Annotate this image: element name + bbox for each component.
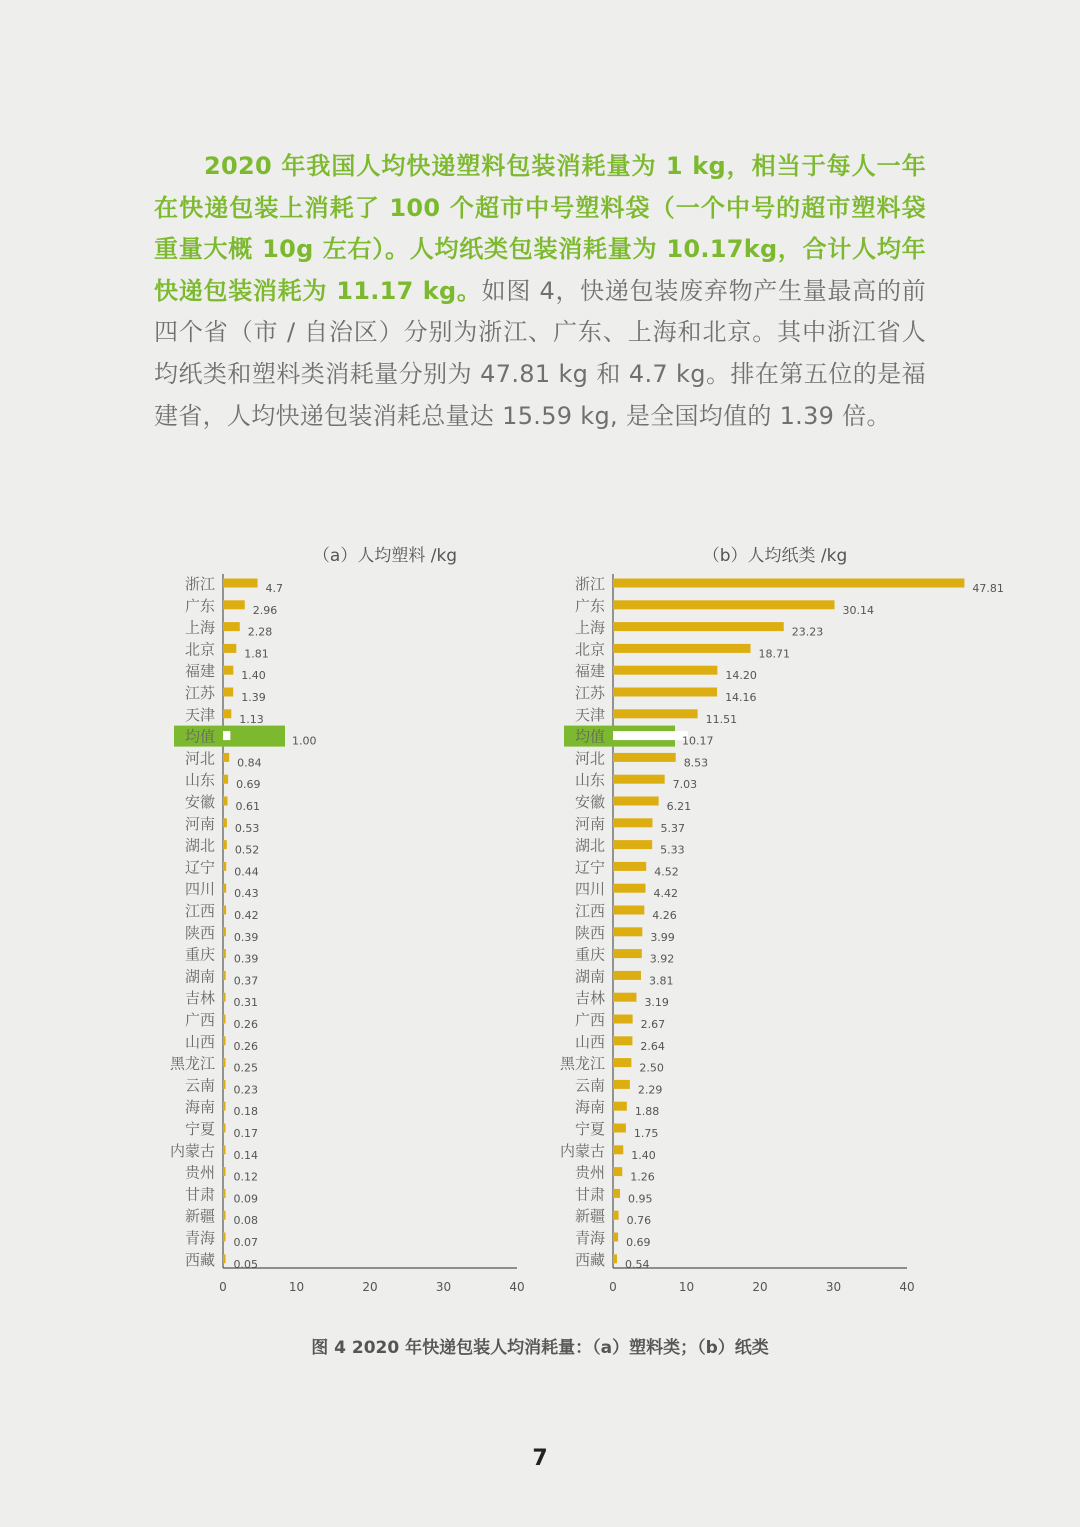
bar xyxy=(613,644,751,653)
category-label: 山东 xyxy=(184,771,215,790)
value-label: 2.67 xyxy=(640,1018,666,1031)
category-label: 江西 xyxy=(574,902,605,920)
bar xyxy=(223,1080,226,1089)
category-label: 甘肃 xyxy=(574,1185,605,1204)
category-label: 云南 xyxy=(574,1076,605,1095)
value-label: 1.75 xyxy=(633,1127,659,1140)
category-label: 均值 xyxy=(184,727,215,746)
category-label: 广东 xyxy=(574,596,605,615)
value-label: 0.95 xyxy=(627,1192,653,1206)
category-label: 宁夏 xyxy=(184,1120,215,1138)
value-label: 4.26 xyxy=(652,909,677,922)
value-label: 47.81 xyxy=(972,582,1004,595)
category-label: 海南 xyxy=(574,1098,605,1117)
bar xyxy=(223,840,227,849)
bar xyxy=(223,1058,226,1067)
category-label: 上海 xyxy=(574,618,605,637)
value-label: 0.26 xyxy=(233,1018,258,1031)
bar xyxy=(613,1189,620,1198)
value-label: 1.26 xyxy=(630,1170,655,1184)
category-label: 海南 xyxy=(184,1098,215,1117)
value-label: 3.99 xyxy=(650,930,675,944)
value-label: 0.43 xyxy=(234,887,259,901)
value-label: 0.18 xyxy=(233,1105,258,1119)
category-label: 新疆 xyxy=(574,1207,605,1226)
value-label: 2.64 xyxy=(640,1039,665,1053)
bar xyxy=(223,1036,226,1045)
category-label: 江西 xyxy=(184,902,215,920)
bar xyxy=(223,622,240,631)
category-label: 湖南 xyxy=(574,967,605,986)
bar xyxy=(613,1233,618,1242)
category-label: 重庆 xyxy=(574,945,605,964)
category-label: 四川 xyxy=(574,880,605,899)
category-label: 黑龙江 xyxy=(169,1054,215,1073)
value-label: 4.42 xyxy=(653,887,678,901)
value-label: 14.20 xyxy=(725,669,757,683)
chart-title: （a）人均塑料 /kg xyxy=(312,546,458,566)
bar xyxy=(223,884,226,893)
bar xyxy=(613,927,642,936)
value-label: 0.39 xyxy=(233,952,259,966)
bar xyxy=(223,1233,226,1242)
bar xyxy=(613,579,964,588)
x-tick-label: 10 xyxy=(288,1280,305,1294)
bar xyxy=(223,753,229,762)
value-label: 0.08 xyxy=(233,1214,258,1228)
category-label: 四川 xyxy=(184,880,215,899)
category-label: 均值 xyxy=(574,727,605,746)
value-label: 0.44 xyxy=(234,865,259,879)
bar xyxy=(613,1167,622,1176)
bar xyxy=(613,862,646,871)
category-label: 宁夏 xyxy=(574,1120,605,1138)
x-tick-label: 20 xyxy=(362,1280,378,1294)
x-tick-label: 10 xyxy=(678,1280,695,1294)
bar xyxy=(613,1211,619,1220)
category-label: 内蒙古 xyxy=(169,1141,215,1160)
value-label: 0.76 xyxy=(626,1214,652,1228)
value-label: 1.81 xyxy=(244,647,269,661)
chart-paper-per-capita xyxy=(550,536,1004,1306)
category-label: 福建 xyxy=(184,662,215,681)
bar xyxy=(613,906,644,915)
bar xyxy=(223,797,227,806)
value-label: 1.39 xyxy=(241,691,266,704)
value-label: 30.14 xyxy=(842,603,875,617)
average-bar xyxy=(613,731,688,740)
category-label: 河南 xyxy=(574,814,605,833)
value-label: 3.81 xyxy=(649,974,674,988)
bar xyxy=(613,1145,623,1154)
category-label: 北京 xyxy=(574,640,605,659)
value-label: 0.69 xyxy=(236,778,261,792)
value-label: 0.53 xyxy=(234,821,260,835)
category-label: 广西 xyxy=(574,1011,605,1029)
bar xyxy=(613,753,676,762)
bar xyxy=(613,840,652,849)
body-paragraph xyxy=(154,146,926,437)
bar xyxy=(223,644,236,653)
value-label: 0.09 xyxy=(233,1192,258,1206)
chart-title: （b）人均纸类 /kg xyxy=(702,546,848,566)
value-label: 3.19 xyxy=(644,996,669,1010)
bar xyxy=(223,1167,226,1176)
value-label: 0.31 xyxy=(233,996,258,1010)
bar xyxy=(613,666,717,675)
bar xyxy=(613,1102,627,1111)
value-label: 0.26 xyxy=(233,1039,258,1053)
x-tick-label: 30 xyxy=(825,1280,842,1294)
x-tick-label: 40 xyxy=(509,1280,525,1294)
figure-caption: 图 4 2020 年快递包装人均消耗量：（a）塑料类；（b）纸类 xyxy=(311,1338,769,1358)
category-label: 辽宁 xyxy=(184,858,215,877)
category-label: 贵州 xyxy=(574,1163,605,1182)
chart-plastic-per-capita xyxy=(160,536,560,1306)
value-label: 1.40 xyxy=(631,1148,656,1162)
highlighted-text: 2020 年我国人均快递塑料包装消耗量为 1 kg，相当于每人一年在快递包装上消耗了 100 个超市中号塑料袋（一个中号的超市塑料袋重量大概 10g 左右）。人均纸类包装消耗量为 10.17kg，合计人均年快递包装消耗为 11.17 kg。 xyxy=(154,152,926,305)
bar xyxy=(613,797,659,806)
category-label: 浙江 xyxy=(184,575,215,593)
bar xyxy=(613,971,641,980)
bar xyxy=(223,862,226,871)
value-label: 0.69 xyxy=(626,1236,651,1249)
value-label: 0.23 xyxy=(233,1083,258,1097)
category-label: 江苏 xyxy=(184,684,215,702)
value-label: 4.52 xyxy=(654,865,679,879)
category-label: 北京 xyxy=(184,640,215,659)
bar xyxy=(223,1015,226,1024)
category-label: 内蒙古 xyxy=(559,1141,605,1160)
bar xyxy=(223,1211,226,1220)
category-label: 湖北 xyxy=(574,836,605,855)
value-label: 0.37 xyxy=(233,974,259,988)
category-label: 福建 xyxy=(574,662,605,681)
bar xyxy=(613,1036,632,1045)
x-tick-label: 30 xyxy=(435,1280,452,1294)
bar xyxy=(613,1058,631,1067)
value-label: 0.39 xyxy=(233,930,259,944)
page-number: 7 xyxy=(532,1446,548,1471)
bar xyxy=(223,666,233,675)
value-label: 3.92 xyxy=(649,952,675,966)
category-label: 河北 xyxy=(184,749,215,768)
value-label: 1.40 xyxy=(241,669,266,683)
category-label: 青海 xyxy=(574,1229,605,1247)
x-tick-label: 20 xyxy=(752,1280,768,1294)
value-label: 2.96 xyxy=(252,603,278,617)
value-label: 5.37 xyxy=(660,821,685,835)
category-label: 新疆 xyxy=(184,1207,215,1226)
value-label: 4.7 xyxy=(265,582,284,595)
x-tick-label: 0 xyxy=(609,1280,617,1294)
category-label: 安徽 xyxy=(574,793,605,811)
value-label: 0.52 xyxy=(234,843,260,857)
category-label: 河北 xyxy=(574,749,605,768)
value-label: 5.33 xyxy=(660,843,685,857)
category-label: 吉林 xyxy=(184,989,215,1008)
value-label: 0.54 xyxy=(624,1257,650,1271)
bar xyxy=(223,993,226,1002)
category-label: 黑龙江 xyxy=(559,1054,605,1073)
value-label: 1.00 xyxy=(292,734,317,748)
bar xyxy=(613,949,642,958)
value-label: 0.17 xyxy=(233,1127,258,1140)
category-label: 安徽 xyxy=(184,793,215,811)
category-label: 山东 xyxy=(574,771,605,790)
category-label: 云南 xyxy=(184,1076,215,1095)
value-label: 0.25 xyxy=(233,1061,258,1075)
value-label: 0.05 xyxy=(233,1257,258,1271)
category-label: 湖南 xyxy=(184,967,215,986)
bar xyxy=(223,579,258,588)
category-label: 山西 xyxy=(184,1032,215,1051)
category-label: 西藏 xyxy=(574,1250,605,1269)
value-label: 14.16 xyxy=(725,691,757,704)
category-label: 陕西 xyxy=(184,923,215,942)
bar xyxy=(223,600,245,609)
category-label: 甘肃 xyxy=(184,1185,215,1204)
bar xyxy=(223,1254,226,1263)
value-label: 11.51 xyxy=(705,712,738,726)
bar xyxy=(613,688,717,697)
bar xyxy=(613,1080,630,1089)
value-label: 23.23 xyxy=(791,625,824,639)
category-label: 山西 xyxy=(574,1032,605,1051)
value-label: 6.21 xyxy=(666,800,692,813)
category-label: 陕西 xyxy=(574,923,605,942)
bar xyxy=(223,1189,226,1198)
category-label: 辽宁 xyxy=(574,858,605,877)
category-label: 贵州 xyxy=(184,1163,215,1182)
value-label: 2.28 xyxy=(247,625,273,639)
category-label: 吉林 xyxy=(574,989,605,1008)
bar xyxy=(613,709,698,718)
bar xyxy=(613,818,652,827)
bar xyxy=(223,1124,226,1133)
value-label: 0.42 xyxy=(234,909,259,922)
bar xyxy=(223,1145,226,1154)
category-label: 河南 xyxy=(184,814,215,833)
category-label: 广西 xyxy=(184,1011,215,1029)
bar xyxy=(613,600,835,609)
bar xyxy=(613,884,645,893)
value-label: 7.03 xyxy=(672,778,698,792)
category-label: 重庆 xyxy=(184,945,215,964)
bar xyxy=(223,906,226,915)
bar xyxy=(613,622,784,631)
value-label: 1.88 xyxy=(634,1105,660,1119)
value-label: 10.17 xyxy=(682,734,714,748)
value-label: 18.71 xyxy=(758,647,791,661)
category-label: 天津 xyxy=(184,705,215,724)
bar xyxy=(223,1102,226,1111)
category-label: 江苏 xyxy=(574,684,605,702)
value-label: 1.13 xyxy=(239,712,264,726)
bar xyxy=(613,1254,617,1263)
bar xyxy=(223,775,228,784)
bar xyxy=(223,971,226,980)
value-label: 0.14 xyxy=(233,1148,258,1162)
value-label: 0.07 xyxy=(233,1236,258,1249)
bar xyxy=(223,949,226,958)
bar xyxy=(613,1015,633,1024)
value-label: 2.29 xyxy=(637,1083,663,1097)
bar xyxy=(223,709,231,718)
value-label: 2.50 xyxy=(639,1061,664,1075)
bar xyxy=(223,818,227,827)
value-label: 0.84 xyxy=(237,756,262,770)
value-label: 8.53 xyxy=(683,756,709,770)
average-bar xyxy=(223,731,230,740)
category-label: 天津 xyxy=(574,705,605,724)
bar xyxy=(613,993,636,1002)
category-label: 上海 xyxy=(184,618,215,637)
category-label: 湖北 xyxy=(184,836,215,855)
body-text: 如图 4，快递包装废弃物产生量最高的前四个省（市 / 自治区）分别为浙江、广东、上海和北京。其中浙江省人均纸类和塑料类消耗量分别为 47.81 kg 和 4.7 kg。排在第五位的是福建省，人均快递包装消耗总量达 15.59 kg, 是全国均值的 1.39 倍。 xyxy=(154,276,926,430)
category-label: 浙江 xyxy=(574,575,605,593)
x-tick-label: 40 xyxy=(899,1280,915,1294)
category-label: 西藏 xyxy=(184,1250,215,1269)
value-label: 0.61 xyxy=(235,800,260,813)
bar xyxy=(613,1124,626,1133)
x-tick-label: 0 xyxy=(219,1280,227,1294)
category-label: 青海 xyxy=(184,1229,215,1247)
value-label: 0.12 xyxy=(233,1170,258,1184)
bar xyxy=(223,927,226,936)
bar xyxy=(613,775,665,784)
category-label: 广东 xyxy=(184,596,215,615)
bar xyxy=(223,688,233,697)
